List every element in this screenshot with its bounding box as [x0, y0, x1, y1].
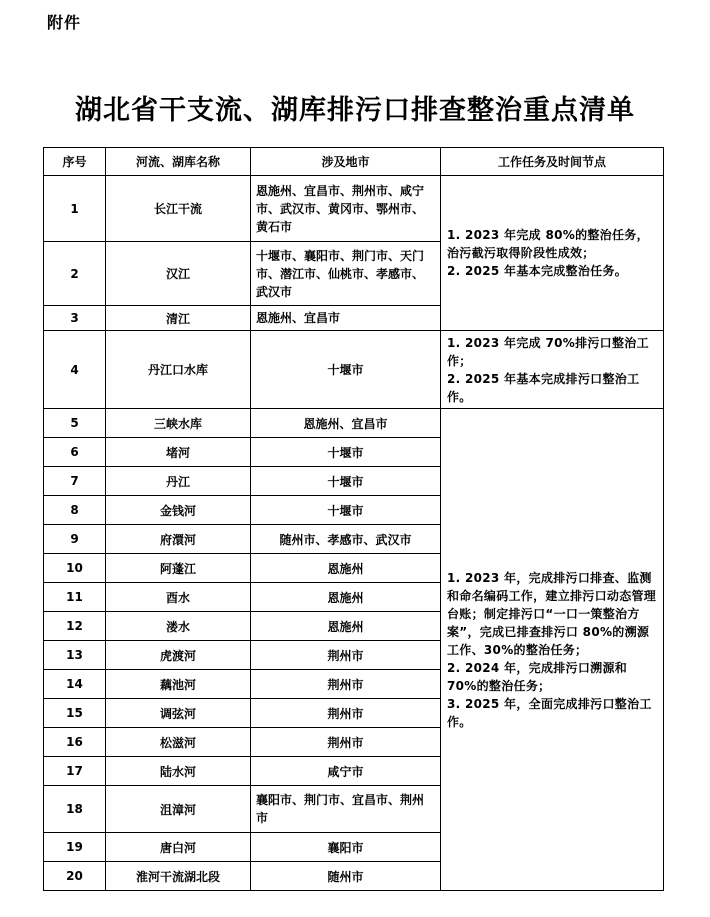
row-name: 虎渡河 — [106, 641, 251, 670]
row-no: 20 — [44, 862, 106, 891]
row-name: 松滋河 — [106, 728, 251, 757]
header-cities: 涉及地市 — [251, 148, 441, 176]
table-row — [44, 331, 664, 409]
priority-list-table — [43, 147, 664, 891]
row-no: 11 — [44, 583, 106, 612]
table-header-row — [44, 148, 664, 176]
row-cities: 十堰市 — [251, 496, 441, 525]
row-name: 金钱河 — [106, 496, 251, 525]
row-no: 6 — [44, 438, 106, 467]
row-name: 淮河干流湖北段 — [106, 862, 251, 891]
row-name: 唐白河 — [106, 833, 251, 862]
task-line: 1. 2023 年完成 80%的整治任务，治污截污取得阶段性成效； — [447, 228, 649, 260]
row-cities: 随州市 — [251, 862, 441, 891]
task-line: 2. 2025 年基本完成排污口整治工作。 — [447, 371, 640, 404]
row-no: 18 — [44, 786, 106, 833]
row-no: 12 — [44, 612, 106, 641]
task-line: 2. 2025 年基本完成整治任务。 — [447, 264, 628, 278]
row-no: 9 — [44, 525, 106, 554]
row-name: 溇水 — [106, 612, 251, 641]
table-row — [44, 409, 664, 438]
row-name: 汉江 — [106, 242, 251, 306]
task-cell-group2 — [441, 331, 664, 409]
row-no: 17 — [44, 757, 106, 786]
row-no: 10 — [44, 554, 106, 583]
task-cell-group3 — [441, 409, 664, 891]
row-name: 调弦河 — [106, 699, 251, 728]
row-name: 陆水河 — [106, 757, 251, 786]
row-name: 清江 — [106, 306, 251, 331]
task-line: 1. 2023 年完成 70%排污口整治工作； — [447, 335, 649, 368]
row-name: 丹江 — [106, 467, 251, 496]
row-cities: 荆州市 — [251, 641, 441, 670]
row-name: 长江干流 — [106, 176, 251, 242]
header-serial-no: 序号 — [44, 148, 106, 176]
row-cities: 恩施州、宜昌市 — [251, 409, 441, 438]
task-line: 2. 2024 年，完成排污口溯源和 70%的整治任务； — [447, 660, 628, 693]
attachment-label: 附件 — [47, 13, 82, 32]
row-cities: 襄阳市、荆门市、宜昌市、荆州市 — [251, 786, 441, 833]
row-cities: 恩施州 — [251, 554, 441, 583]
row-name: 藕池河 — [106, 670, 251, 699]
row-name: 阿蓬江 — [106, 554, 251, 583]
document-title: 湖北省干支流、湖库排污口排查整治重点清单 — [75, 95, 635, 126]
row-no: 13 — [44, 641, 106, 670]
row-name: 堵河 — [106, 438, 251, 467]
table-row — [44, 176, 664, 242]
task-line: 1. 2023 年，完成排污口排查、监测和命名编码工作，建立排污口动态管理台账；制定排污口“一口一策整治方案”，完成已排查排污口 80%的溯源工作、30%的整治任务； — [447, 570, 657, 657]
row-cities: 十堰市 — [251, 438, 441, 467]
row-cities: 恩施州、宜昌市 — [251, 306, 441, 331]
row-no: 5 — [44, 409, 106, 438]
row-no: 1 — [44, 176, 106, 242]
row-no: 15 — [44, 699, 106, 728]
row-no: 7 — [44, 467, 106, 496]
row-no: 4 — [44, 331, 106, 409]
row-no: 16 — [44, 728, 106, 757]
row-cities: 恩施州 — [251, 583, 441, 612]
row-name: 府澴河 — [106, 525, 251, 554]
row-cities: 十堰市 — [251, 467, 441, 496]
row-no: 8 — [44, 496, 106, 525]
task-cell-group1 — [441, 176, 664, 331]
row-cities: 襄阳市 — [251, 833, 441, 862]
row-name: 三峡水库 — [106, 409, 251, 438]
row-no: 3 — [44, 306, 106, 331]
row-cities: 荆州市 — [251, 699, 441, 728]
row-cities: 随州市、孝感市、武汉市 — [251, 525, 441, 554]
row-cities: 荆州市 — [251, 728, 441, 757]
row-cities: 十堰市 — [251, 331, 441, 409]
row-no: 19 — [44, 833, 106, 862]
header-tasks: 工作任务及时间节点 — [441, 148, 664, 176]
row-cities: 恩施州 — [251, 612, 441, 641]
row-name: 丹江口水库 — [106, 331, 251, 409]
row-no: 14 — [44, 670, 106, 699]
row-name: 沮漳河 — [106, 786, 251, 833]
task-line: 3. 2025 年，全面完成排污口整治工作。 — [447, 696, 652, 729]
row-no: 2 — [44, 242, 106, 306]
row-cities: 十堰市、襄阳市、荆门市、天门市、潜江市、仙桃市、孝感市、武汉市 — [251, 242, 441, 306]
row-cities: 恩施州、宜昌市、荆州市、咸宁市、武汉市、黄冈市、鄂州市、黄石市 — [251, 176, 441, 242]
row-name: 酉水 — [106, 583, 251, 612]
row-cities: 咸宁市 — [251, 757, 441, 786]
header-river-name: 河流、湖库名称 — [106, 148, 251, 176]
row-cities: 荆州市 — [251, 670, 441, 699]
